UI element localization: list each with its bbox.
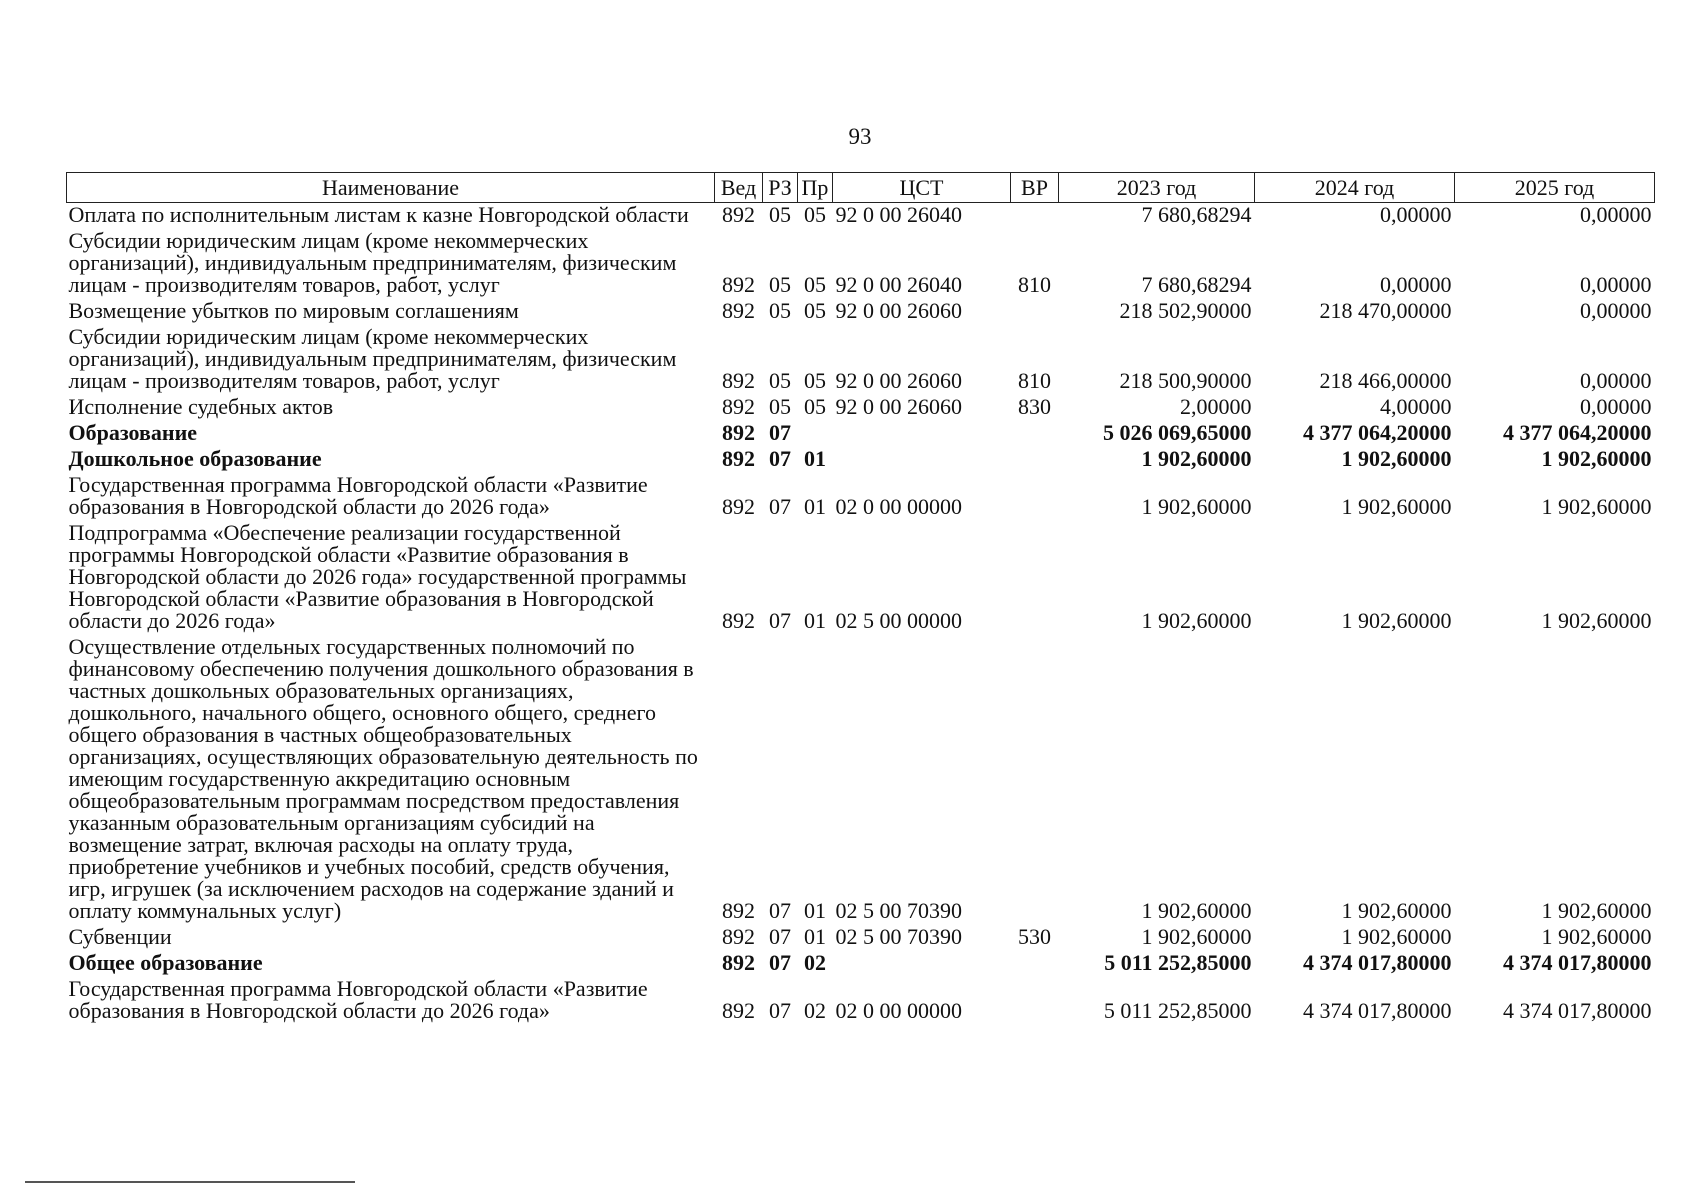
- budget-table: [66, 172, 1655, 1025]
- cell-name: Субвенции: [68, 924, 172, 949]
- cell-pr: 01: [804, 494, 826, 519]
- cell-2025: 4 377 064,20000: [1503, 420, 1652, 445]
- table-row: [67, 299, 1655, 325]
- cell-vr: [1011, 299, 1059, 325]
- cell-2024: 1 902,60000: [1341, 898, 1452, 923]
- cell-cst: 02 5 00 00000: [835, 608, 962, 633]
- cell-name: Оплата по исполнительным листам к казне Новгородской области: [68, 202, 689, 227]
- cell-2023: 218 502,90000: [1119, 298, 1252, 323]
- cell-2023: 1 902,60000: [1141, 898, 1252, 923]
- cell-name: Возмещение убытков по мировым соглашениям: [68, 298, 519, 323]
- table-row: [67, 447, 1655, 473]
- cell-rz: 05: [769, 394, 791, 419]
- cell-2025: 1 902,60000: [1541, 898, 1652, 923]
- cell-rz: 07: [769, 998, 791, 1023]
- cell-name: Осуществление отдельных государственных полномочий по финансовому обеспечению получения дошкольного образования в частных дошкольных образовательных организациях, дошкольного, начального общего, основного общего, среднего общего образования в частных общеобразовательных организациях, осуществляющих образовательную деятельность по имеющим государственную аккредитацию основным общеобразовательным программам посредством предоставления указанным образовательным организациям субсидий на возмещение затрат, включая расходы на оплату труда, приобретение учебников и учебных пособий, средств обучения, игр, игрушек (за исключением расходов на содержание зданий и оплату коммунальных услуг): [68, 634, 698, 923]
- table-row: [67, 421, 1655, 447]
- cell-cst: [833, 421, 1011, 447]
- cell-2023: 1 902,60000: [1141, 608, 1252, 633]
- cell-ved: 892: [722, 998, 755, 1023]
- header-pr: Пр: [798, 173, 833, 203]
- header-2023: 2023 год: [1059, 173, 1255, 203]
- cell-pr: 05: [804, 298, 826, 323]
- cell-name: Исполнение судебных актов: [68, 394, 334, 419]
- table-row: [67, 635, 1655, 925]
- table-row: [67, 473, 1655, 521]
- cell-ved: 892: [722, 420, 755, 445]
- cell-pr: 02: [804, 950, 826, 975]
- cell-ved: 892: [722, 272, 755, 297]
- cell-pr: 01: [804, 446, 826, 471]
- cell-2025: 4 374 017,80000: [1503, 998, 1652, 1023]
- cell-2023: 1 902,60000: [1141, 446, 1252, 471]
- table-row: [67, 521, 1655, 635]
- cell-2024: 218 466,00000: [1319, 368, 1452, 393]
- cell-vr: 830: [1018, 394, 1051, 419]
- cell-rz: 05: [769, 272, 791, 297]
- cell-cst: [833, 447, 1011, 473]
- cell-ved: 892: [722, 368, 755, 393]
- cell-2024: 1 902,60000: [1341, 608, 1452, 633]
- cell-2023: 5 011 252,85000: [1103, 998, 1252, 1023]
- cell-ved: 892: [722, 494, 755, 519]
- table-row: [67, 395, 1655, 421]
- cell-2025: 0,00000: [1580, 368, 1652, 393]
- cell-cst: 02 0 00 00000: [835, 494, 962, 519]
- cell-2023: 1 902,60000: [1141, 924, 1252, 949]
- cell-2025: 4 374 017,80000: [1503, 950, 1652, 975]
- cell-2023: 5 026 069,65000: [1103, 420, 1252, 445]
- cell-vr: [1011, 203, 1059, 230]
- cell-2023: 1 902,60000: [1141, 494, 1252, 519]
- header-rz: РЗ: [763, 173, 798, 203]
- cell-2025: 1 902,60000: [1541, 608, 1652, 633]
- cell-ved: 892: [722, 394, 755, 419]
- cell-ved: 892: [722, 446, 755, 471]
- cell-pr: 01: [804, 924, 826, 949]
- cell-2024: 4,00000: [1380, 394, 1452, 419]
- cell-2024: 0,00000: [1380, 272, 1452, 297]
- table-body: [67, 203, 1655, 1026]
- page-number: 93: [848, 124, 872, 149]
- cell-vr: [1011, 977, 1059, 1025]
- table-row: [67, 925, 1655, 951]
- cell-rz: 05: [769, 368, 791, 393]
- cell-name: Субсидии юридическим лицам (кроме некоммерческих организаций), индивидуальным предпринимателям, физическим лицам - производителям товаров, работ, услуг: [68, 228, 677, 297]
- cell-vr: [1011, 521, 1059, 635]
- cell-2025: 0,00000: [1580, 298, 1652, 323]
- cell-2024: 4 374 017,80000: [1303, 950, 1452, 975]
- header-vr: ВР: [1011, 173, 1059, 203]
- table-row: [67, 951, 1655, 977]
- cell-2024: 218 470,00000: [1319, 298, 1452, 323]
- table-header-row: [67, 173, 1655, 203]
- cell-rz: 05: [769, 298, 791, 323]
- cell-name: Государственная программа Новгородской области «Развитие образования в Новгородской области до 2026 года»: [68, 976, 648, 1023]
- table-row: [67, 325, 1655, 395]
- cell-rz: 07: [769, 420, 791, 445]
- cell-2025: 0,00000: [1580, 272, 1652, 297]
- cell-vr: 810: [1018, 272, 1051, 297]
- cell-cst: [833, 951, 1011, 977]
- cell-2023: 7 680,68294: [1141, 272, 1252, 297]
- cell-2025: 1 902,60000: [1541, 494, 1652, 519]
- header-2024: 2024 год: [1255, 173, 1455, 203]
- cell-2024: 0,00000: [1380, 202, 1452, 227]
- cell-ved: 892: [722, 950, 755, 975]
- cell-2024: 1 902,60000: [1341, 446, 1452, 471]
- cell-vr: [1011, 473, 1059, 521]
- cell-cst: 02 0 00 00000: [835, 998, 962, 1023]
- cell-ved: 892: [722, 202, 755, 227]
- cell-2024: 4 377 064,20000: [1303, 420, 1452, 445]
- cell-ved: 892: [722, 608, 755, 633]
- header-name: Наименование: [67, 173, 715, 203]
- cell-2024: 1 902,60000: [1341, 924, 1452, 949]
- cell-pr: 02: [804, 998, 826, 1023]
- cell-rz: 07: [769, 446, 791, 471]
- cell-2024: 1 902,60000: [1341, 494, 1452, 519]
- cell-2025: 1 902,60000: [1541, 924, 1652, 949]
- cell-name: Подпрограмма «Обеспечение реализации государственной программы Новгородской области «Развитие образования в Новгородской области до 2026 года» государственной программы Новгородской области «Развитие образования в Новгородской области до 2026 года»: [68, 520, 687, 633]
- cell-pr: 05: [804, 202, 826, 227]
- cell-rz: 07: [769, 494, 791, 519]
- cell-pr: 05: [804, 368, 826, 393]
- table-row: [67, 229, 1655, 299]
- cell-name: Общее образование: [68, 950, 263, 975]
- cell-2023: 2,00000: [1180, 394, 1252, 419]
- cell-cst: 02 5 00 70390: [835, 898, 962, 923]
- cell-rz: 07: [769, 608, 791, 633]
- cell-ved: 892: [722, 924, 755, 949]
- cell-2023: 5 011 252,85000: [1104, 950, 1252, 975]
- table-row: [67, 203, 1655, 230]
- cell-vr: 810: [1018, 368, 1051, 393]
- cell-cst: 92 0 00 26040: [835, 202, 962, 227]
- cell-rz: 07: [769, 924, 791, 949]
- cell-2023: 218 500,90000: [1119, 368, 1252, 393]
- cell-2025: 1 902,60000: [1541, 446, 1652, 471]
- header-ved: Вед: [715, 173, 763, 203]
- cell-vr: [1011, 447, 1059, 473]
- footer-divider: [25, 1181, 355, 1183]
- cell-name: Субсидии юридическим лицам (кроме некоммерческих организаций), индивидуальным предпринимателям, физическим лицам - производителям товаров, работ, услуг: [68, 324, 677, 393]
- cell-cst: 92 0 00 26040: [835, 272, 962, 297]
- cell-pr: [798, 421, 833, 447]
- cell-pr: 05: [804, 394, 826, 419]
- cell-ved: 892: [722, 298, 755, 323]
- cell-vr: 530: [1018, 924, 1051, 949]
- cell-2025: 0,00000: [1580, 202, 1652, 227]
- cell-rz: 05: [769, 202, 791, 227]
- cell-cst: 92 0 00 26060: [835, 368, 962, 393]
- cell-rz: 07: [769, 950, 791, 975]
- cell-ved: 892: [722, 898, 755, 923]
- cell-pr: 05: [804, 272, 826, 297]
- cell-vr: [1011, 951, 1059, 977]
- cell-rz: 07: [769, 898, 791, 923]
- cell-cst: 02 5 00 70390: [835, 924, 962, 949]
- table-row: [67, 977, 1655, 1025]
- cell-vr: [1011, 635, 1059, 925]
- cell-name: Государственная программа Новгородской области «Развитие образования в Новгородской области до 2026 года»: [68, 472, 648, 519]
- cell-name: Образование: [68, 420, 198, 445]
- cell-name: Дошкольное образование: [68, 446, 322, 471]
- cell-cst: 92 0 00 26060: [835, 298, 962, 323]
- cell-pr: 01: [804, 608, 826, 633]
- cell-2024: 4 374 017,80000: [1303, 998, 1452, 1023]
- cell-vr: [1011, 421, 1059, 447]
- header-cst: ЦСТ: [833, 173, 1011, 203]
- cell-cst: 92 0 00 26060: [835, 394, 962, 419]
- cell-pr: 01: [804, 898, 826, 923]
- cell-2025: 0,00000: [1580, 394, 1652, 419]
- header-2025: 2025 год: [1455, 173, 1655, 203]
- cell-2023: 7 680,68294: [1141, 202, 1252, 227]
